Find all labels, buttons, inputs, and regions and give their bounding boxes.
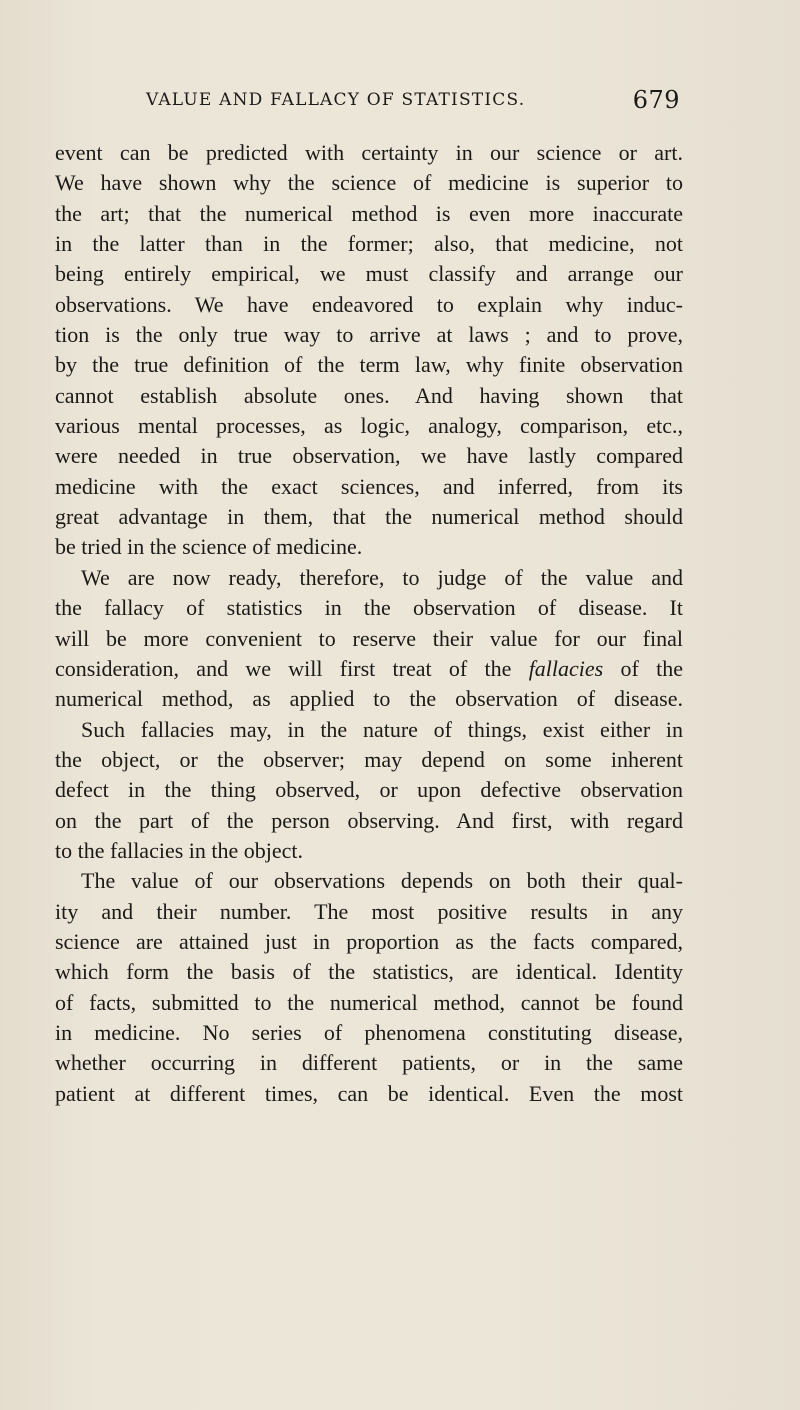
text-line: to the fallacies in the object.: [55, 837, 304, 863]
text-line: event can be predicted with certainty in our science or art.: [55, 140, 683, 165]
text-line: various mental processes, as logic, analogy, comparison, etc.,: [55, 413, 683, 439]
italic-fallacies: fallacies: [528, 655, 604, 681]
text-line: the art; that the numerical method is even more inaccurate: [55, 200, 683, 226]
running-title: VALUE AND FALLACY OF STATISTICS.: [146, 90, 526, 110]
text-line: were needed in true observation, we have lastly compared: [55, 443, 683, 469]
text-segment: of the: [620, 655, 683, 681]
text-line-with-italic: [55, 654, 683, 684]
text-line: Such fallacies may, in the nature of things, exist either in: [81, 716, 683, 742]
text-line: tion is the only true way to arrive at laws ; and to prove,: [55, 322, 683, 348]
text-line: be tried in the science of medicine.: [55, 534, 363, 560]
text-line: will be more convenient to reserve their value for our final: [55, 625, 683, 651]
text-line: science are attained just in proportion as the facts compared,: [55, 928, 683, 954]
paragraph-start-line: The value of our observations depends on both their qual-: [81, 868, 683, 894]
text-segment: consideration, and we will first treat of the: [55, 655, 512, 681]
text-line: great advantage in them, that the numerical method should: [55, 504, 683, 530]
text-line: by the true definition of the term law, why finite observation: [55, 352, 683, 378]
text-line: medicine with the exact sciences, and inferred, from its: [55, 473, 683, 499]
body-text: [55, 138, 683, 1109]
text-line: which form the basis of the statistics, are identical. Identity: [55, 959, 683, 985]
text-line: cannot establish absolute ones. And having shown that: [55, 382, 683, 408]
text-line: observations. We have endeavored to explain why induc-: [55, 291, 683, 317]
running-header: [62, 86, 680, 116]
text-line: numerical method, as applied to the observation of disease.: [55, 686, 683, 712]
text-line: of facts, submitted to the numerical method, cannot be found: [55, 989, 683, 1015]
page-number: 679: [632, 86, 680, 114]
text-line: defect in the thing observed, or upon defective observation: [55, 777, 683, 803]
paragraph-start-line: We are now ready, therefore, to judge of the value and: [81, 564, 683, 590]
text-line: ity and their number. The most positive results in any: [55, 898, 683, 924]
text-line: in the latter than in the former; also, that medicine, not: [55, 231, 683, 257]
text-line: whether occurring in different patients, or in the same: [55, 1050, 683, 1076]
text-line: the fallacy of statistics in the observation of disease. It: [55, 595, 683, 621]
text-line: being entirely empirical, we must classify and arrange our: [55, 261, 683, 287]
text-line: in medicine. No series of phenomena constituting disease,: [55, 1019, 683, 1045]
text-line: patient at different times, can be identical. Even the most: [55, 1080, 683, 1106]
text-line: the object, or the observer; may depend on some inherent: [55, 746, 683, 772]
text-line: on the part of the person observing. And first, with regard: [55, 807, 683, 833]
text-line: We have shown why the science of medicine is superior to: [55, 170, 683, 196]
